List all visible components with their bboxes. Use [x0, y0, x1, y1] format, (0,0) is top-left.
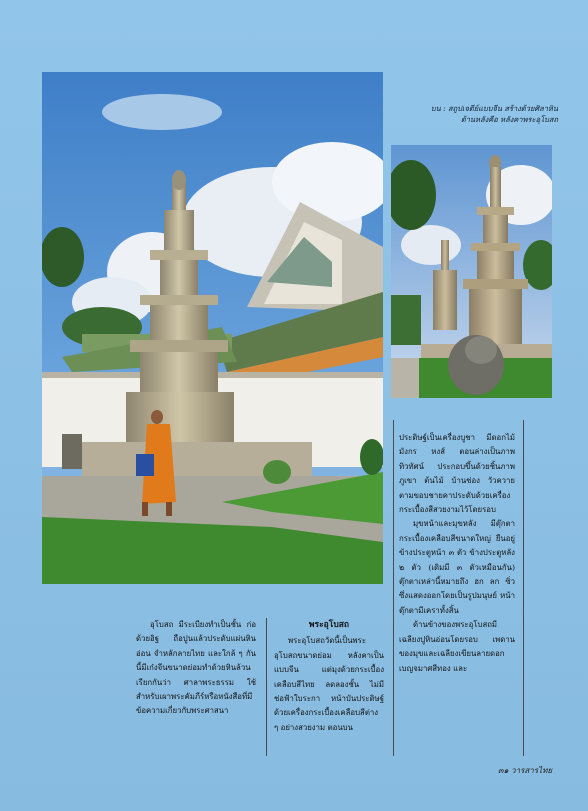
caption-line-1: บน : สถูปเจดีย์แบบจีน สร้างด้วยศิลาหิน — [430, 104, 558, 113]
column-divider — [523, 420, 524, 756]
col3-paragraph-2: มุขหน้าและมุขหลัง มีตุ๊กตากระเบื้องเคลือบสีขนาดใหญ่ ยืนอยู่ข้างประตูหน้า ๓ ตัว ข้างประตูหลัง ๒ ตัว (เดิมมี ๓ ตัวเหมือนกัน) ตุ๊กตาเหล่านี้หมายถึง ฮก ลก ซิ่ว ซึ่งแสดงออกโดยเป็นรูปมนุษย์ หน้าตุ๊กตามีเคราทั้งสิ้น — [399, 519, 515, 615]
photo-caption — [388, 103, 558, 125]
monk-head — [151, 410, 163, 424]
monk-bag — [136, 454, 154, 476]
pagoda-illustration — [42, 72, 383, 584]
col2-paragraph: พระอุโบสถวัดนี้เป็นพระอุโบสถขนาดย่อม หลังคาเป็นแบบจีน แต่มุงด้วยกระเบื้องเคลือบสีไทย ลดลองชั้น ไม่มีช่อฟ้าใบระกา หน้าบันประดิษฐ์ด้วยเครื่องกระเบื้องเคลือบสีต่าง ๆ อย่างสวยงาม ตอนบน — [274, 636, 384, 732]
main-photo-pagoda — [42, 72, 383, 584]
text-column-1 — [136, 618, 256, 719]
text-column-3 — [399, 431, 515, 676]
caption-line-2: ด้านหลังคือ หลังคาพระอุโบสถ — [460, 115, 558, 124]
col3-paragraph-1: ประดิษฐ์เป็นเครื่องบูชา มีดอกไม้ มังกร หงส์ ตอนล่างเป็นภาพทิวทัศน์ ประกอบขึ้นด้วยชิ้นภาพภูเขา ต้นไม้ บ้านช่อง วัวควาย ตามขอบชายคาประดับด้วยเครื่องกระเบื้องสีสวยงามไว้โดยรอบ — [399, 433, 515, 515]
side-photo-pagodas — [391, 145, 552, 398]
column-divider — [393, 420, 394, 756]
col3-paragraph-3: ด้านข้างของพระอุโบสถมีเฉลียงปูหินอ่อนโดยรอบ เพดานของมุขและเฉลียงเขียนลายดอกเบญจมาศสีทอง และ — [399, 620, 515, 673]
pagodas-illustration — [391, 145, 552, 398]
column-divider — [266, 618, 267, 756]
col1-paragraph: อุโบสถ มีระเบียงทำเป็นชั้น ก่อด้วยอิฐ ถือปูนแล้วประดับแผ่นหินอ่อน จำหลักลายไทย และใกล้ ๆ กันนี้มีเก๋งจีนขนาดย่อมทำด้วยหินล้วน เรียกกันว่า ศาลาพระธรรม ใช้สำหรับเผาพระคัมภีร์หรือหนังสือที่มีข้อความเกี่ยวกับพระศาสนา — [136, 620, 256, 716]
page-folio: ๓๑ วารสารไทย — [498, 766, 553, 775]
section-heading: พระอุโบสถ — [308, 620, 350, 630]
text-column-2 — [274, 618, 384, 735]
